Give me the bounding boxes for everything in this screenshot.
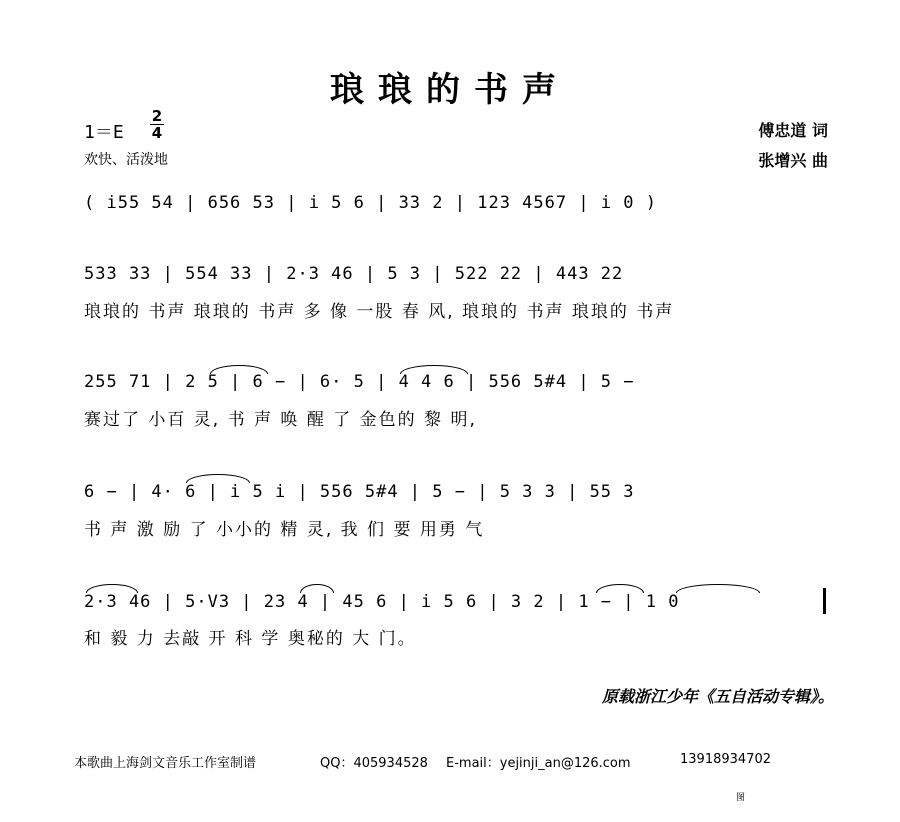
slur-mark	[300, 584, 334, 593]
system-4-notes: 6 − | 4· 6 | i 5 i | 556 5#4 | 5 − | 5 3 3 | 55 3	[84, 482, 635, 502]
source-note: 原载浙江少年《五自活动专辑》。	[601, 687, 834, 706]
footer-credit: 本歌曲上海剑文音乐工作室制谱	[74, 756, 257, 771]
tie-mark	[676, 584, 760, 593]
system-5-notes: 2·3 46 | 5·V3 | 23 4 | 45 6 | i 5 6 | 3 2 | 1 − | 1 0	[84, 592, 680, 612]
slur-mark	[400, 365, 468, 374]
final-barline	[823, 588, 826, 614]
slur-mark	[186, 474, 250, 483]
slur-mark	[86, 584, 138, 593]
song-title: 琅琅的书声	[330, 70, 570, 110]
slur-mark	[596, 584, 644, 593]
system-4-lyrics: 书 声 激 励 了 小小的 精 灵, 我 们 要 用勇 气	[84, 520, 485, 540]
system-2-lyrics: 琅琅的 书声 琅琅的 书声 多 像 一股 春 风, 琅琅的 书声 琅琅的 书声	[84, 302, 675, 322]
key-signature: 1＝E	[84, 122, 124, 143]
time-signature-top: 2	[151, 107, 163, 125]
footer-email: E-mail：yejinji_an@126.com	[446, 756, 631, 771]
system-1-notes: ( i55 54 | 656 53 | i 5 6 | 33 2 | 123 4567 | i 0 )	[84, 193, 657, 213]
tempo-marking: 欢快、活泼地	[84, 152, 168, 168]
slur-mark	[210, 365, 268, 374]
corner-mark: 图	[736, 793, 746, 803]
system-3-lyrics: 赛过了 小百 灵, 书 声 唤 醒 了 金色的 黎 明,	[84, 410, 477, 430]
composer-credit: 张增兴 曲	[758, 151, 828, 170]
system-3-notes: 255 71 | 2 5 | 6 − | 6· 5 | 4 4 6 | 556 5#4 | 5 −	[84, 372, 635, 392]
system-2-notes: 533 33 | 554 33 | 2·3 46 | 5 3 | 522 22 | 443 22	[84, 264, 624, 284]
footer-qq: QQ：405934528	[320, 756, 428, 771]
time-signature-bottom: 4	[151, 124, 163, 142]
footer-phone: 13918934702	[680, 752, 771, 767]
system-5-lyrics: 和 毅 力 去敲 开 科 学 奥秘的 大 门。	[84, 629, 417, 649]
time-signature	[150, 109, 164, 140]
lyricist-credit: 傅忠道 词	[758, 121, 828, 140]
